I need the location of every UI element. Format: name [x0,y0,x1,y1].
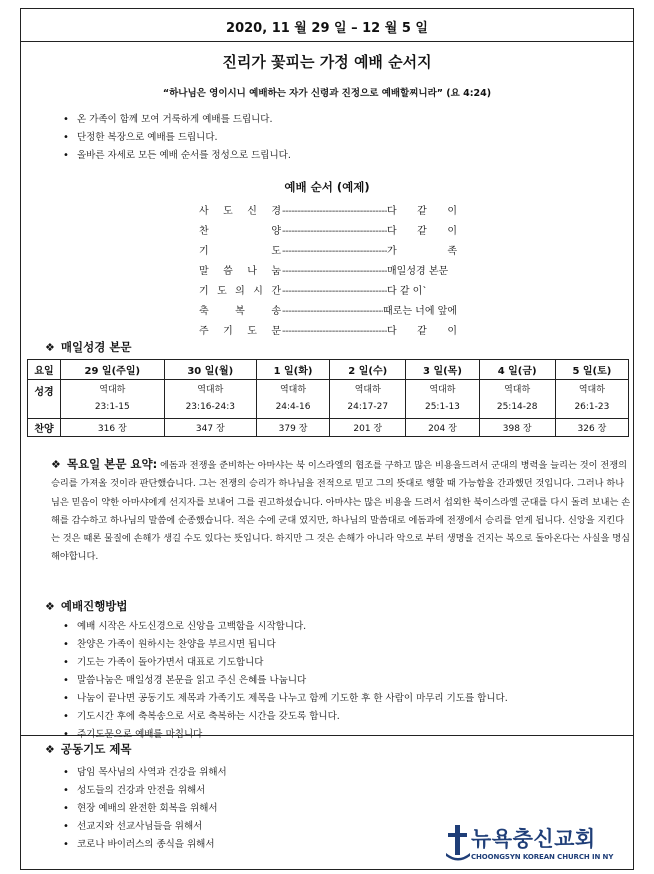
table-cell: 201 장 [330,419,406,437]
book-name: 역대하 [504,385,531,395]
chapter-ref: 24:17-27 [347,402,389,412]
theme-verse: “하나님은 영이시니 예배하는 자가 신령과 진정으로 예배할찌니라” (요 4:24) [162,88,492,99]
table-header-cell: 2 일(수) [330,360,406,380]
order-item-value: 다 같 이 [387,206,457,217]
table-header-cell: 29 일(주일) [61,360,165,380]
order-row [199,282,457,302]
list-item: • 나눔이 끝나면 공동기도 제목과 가족기도 제목을 나누고 함께 기도한 후 한 사람이 마무리 기도를 합니다. [53,690,508,708]
book-name: 역대하 [279,385,307,395]
table-cell [555,380,628,419]
diamond-bullet-icon: ❖ [45,743,55,756]
order-item-value: 매일성경 본문 [387,266,449,277]
table-cell [479,380,555,419]
list-item: • 현장 예배의 완전한 회복을 위해서 [53,800,227,818]
chapter-ref: 26:1-23 [574,402,610,412]
row-label: 성경 [28,380,61,419]
order-item-name: 말 씀 나 눔 [199,266,281,277]
leader-dashes [281,322,387,342]
order-item-value: 다 같 이 [387,226,457,237]
worship-order [199,202,457,342]
prayer-title: 공동기도 제목 [60,742,132,756]
date-range: 2020, 11 월 29 일 – 12 월 5 일 [226,21,428,36]
page-title: 진리가 꽃피는 가정 예배 순서지 [222,53,432,71]
church-english-name: CHOONGSYN KOREAN CHURCH IN NY [471,853,614,861]
row-label: 찬양 [28,419,61,437]
table-cell: 316 장 [61,419,165,437]
summary-text: 에돔과 전쟁을 준비하는 아마샤는 북 이스라엘의 협조를 구하고 많은 비용을드려서 군대의 병력을 늘리는 것이 전쟁의 승리를 가져올 것이라 판단했습니다. 그는 전쟁의 승리가 하나님을 전적으로 믿고 그의 뜻대로 행할 때 가능함을 간과했던 것입니다. 그러나 하나님은 믿음이 약한 아마샤에게 선지자를 보내어 그를 권고하셨습니다. 아마샤는 많은 비용을 드려서 섭외한 북이스라엘 군대를 다시 돌려 보내는 손해를 감수하고 하나님의 말씀에 순종했습니다. 적은 수에 군대 였지만, 하나님의 말씀대로 에돔과에 전쟁에서 승리를 얻게 됩니다. 신앙을 지킨다는 것은 때론 물질에 손해가 생길 수도 있다는 뜻입니다. 하지만 그 것은 손해가 아니라 악으로 부터 생명을 건지는 복으로 돌아온다는 사실을 명심 해야합니다. [51,460,631,563]
leader-dashes [281,302,383,322]
leader-dashes [281,222,387,242]
worship-sheet [20,8,634,870]
list-item: • 기도는 가족이 돌아가면서 대표로 기도합니다 [53,654,508,672]
leader-dashes [281,282,387,302]
order-item-name: 기 도 [199,246,281,257]
list-item: • 성도들의 건강과 안전을 위해서 [53,782,227,800]
intro-list [53,111,291,165]
order-row [199,242,457,262]
prayer-list [53,764,227,854]
leader-dashes [281,202,387,222]
order-row [199,322,457,342]
order-item-name: 찬 양 [199,226,281,237]
top-divider [21,41,633,42]
table-row [28,419,629,437]
diamond-bullet-icon: ❖ [51,458,61,471]
table-header-cell: 1 일(화) [256,360,329,380]
book-name: 역대하 [354,385,381,395]
church-logo [445,823,635,867]
table-header-cell: 요일 [28,360,61,380]
bible-section-title: 매일성경 본문 [60,340,132,354]
order-item-name: 사 도 신 경 [199,206,281,217]
list-item: • 주기도문으로 예배를 마칩니다 [53,726,508,744]
list-item: • 담임 목사님의 사역과 건강을 위해서 [53,764,227,782]
table-row [28,360,629,380]
table-cell: 326 장 [555,419,628,437]
leader-dashes [281,242,387,262]
summary-section [51,455,631,567]
order-item-value: 가 족 [387,246,457,257]
list-item: • 선교지와 선교사님들을 위해서 [53,818,227,836]
book-name: 역대하 [197,385,224,395]
chapter-ref: 25:14-28 [496,402,538,412]
list-item: • 기도시간 후에 축복송으로 서로 축복하는 시간을 갖도록 합니다. [53,708,508,726]
order-item-value: 다 같 이 [387,326,457,337]
table-header-cell: 4 일(금) [479,360,555,380]
bible-reading-table [27,359,629,437]
list-item: • 단정한 복장으로 예배를 드립니다. [53,129,291,147]
cross-icon [445,823,471,863]
order-item-value: 때로는 너에 앞에 [383,306,457,317]
book-name: 역대하 [429,385,456,395]
table-cell [256,380,329,419]
leader-dashes [281,262,387,282]
list-item: • 예배 시작은 사도신경으로 신앙을 고백함을 시작합니다. [53,618,508,636]
bible-section-heading [45,339,132,355]
list-item: • 올바른 자세로 모든 예배 순서를 정성으로 드립니다. [53,147,291,165]
order-item-name: 축 복 송 [199,306,281,317]
book-name: 역대하 [578,385,605,395]
order-row [199,222,457,242]
list-item: • 코로나 바이러스의 종식을 위해서 [53,836,227,854]
order-item-name: 기 도 의 시 간 [199,286,281,297]
order-item-name: 주 기 도 문 [199,326,281,337]
table-header-cell: 5 일(토) [555,360,628,380]
procedure-list [53,618,508,744]
table-cell [164,380,256,419]
book-name: 역대하 [99,385,126,395]
order-title: 예배 순서 (예제) [284,180,370,194]
list-item: • 찬양은 가족이 원하시는 찬양을 부르시면 됩니다 [53,636,508,654]
chapter-ref: 24:4-16 [275,402,311,412]
table-header-cell: 30 일(월) [164,360,256,380]
table-cell [61,380,165,419]
procedure-title: 예배진행방법 [60,599,128,613]
chapter-ref: 23:1-15 [94,402,130,412]
order-row [199,262,457,282]
prayer-section-heading [45,741,132,757]
table-cell [330,380,406,419]
church-name: 뉴욕충신교회 [471,827,596,851]
summary-title: 목요일 본문 요약: [66,457,158,471]
order-row [199,302,457,322]
chapter-ref: 23:16-24:3 [185,402,235,412]
order-item-value: 다 같 이` [387,286,428,297]
table-cell: 204 장 [406,419,479,437]
list-item: • 말씀나눔은 매일성경 본문을 읽고 주신 은혜를 나눕니다 [53,672,508,690]
list-item: • 온 가족이 함께 모여 거룩하게 예배를 드립니다. [53,111,291,129]
table-header-cell: 3 일(목) [406,360,479,380]
procedure-section-heading [45,598,128,614]
diamond-bullet-icon: ❖ [45,600,55,613]
table-cell [406,380,479,419]
section-divider [21,735,633,736]
diamond-bullet-icon: ❖ [45,341,55,354]
table-cell: 347 장 [164,419,256,437]
order-row [199,202,457,222]
table-row [28,380,629,419]
chapter-ref: 25:1-13 [424,402,460,412]
table-cell: 379 장 [256,419,329,437]
table-cell: 398 장 [479,419,555,437]
